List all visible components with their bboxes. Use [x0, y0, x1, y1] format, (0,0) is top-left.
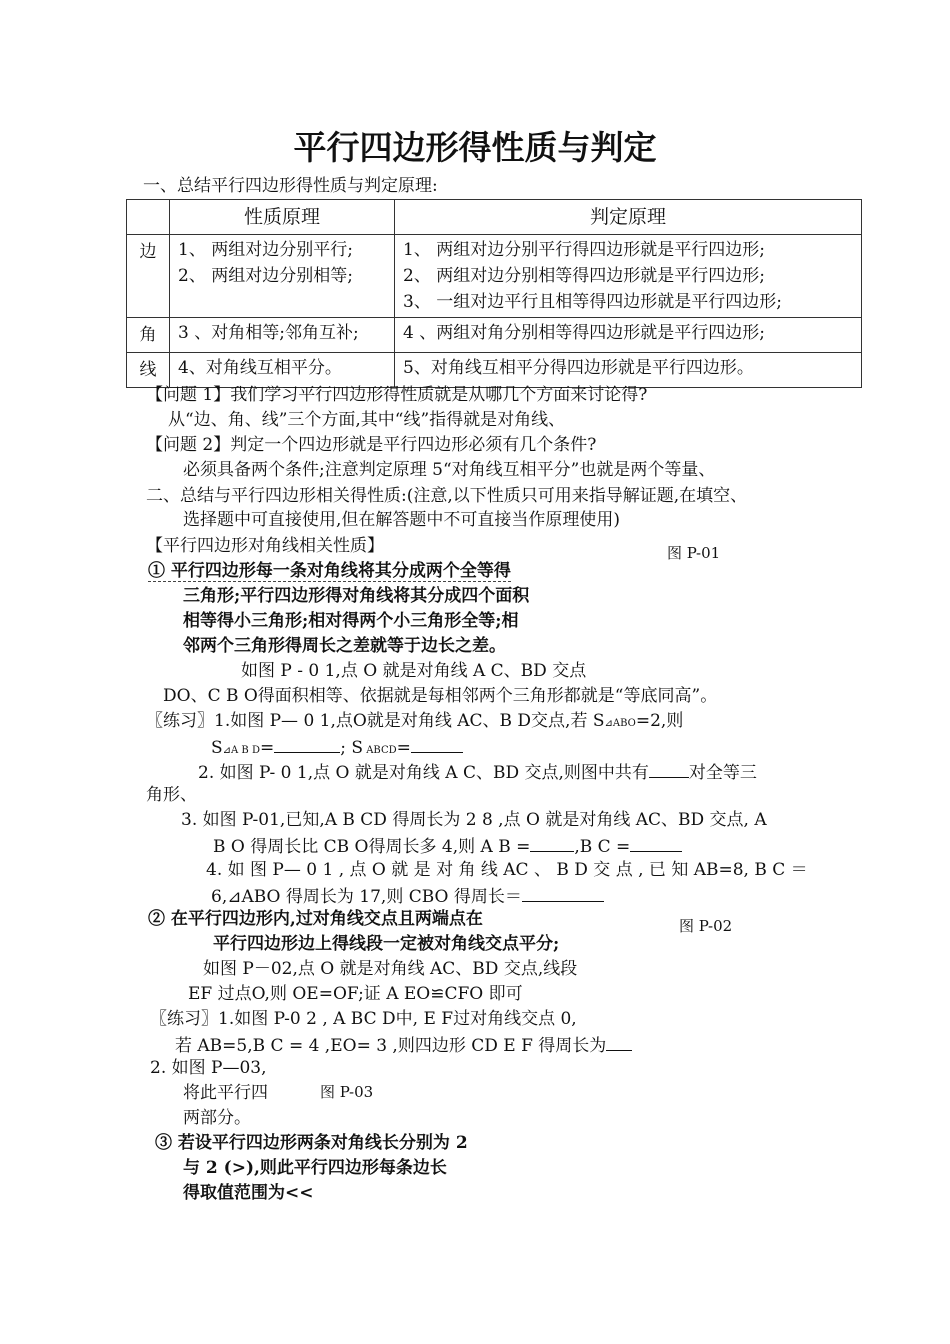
property-3-line: 与 2 (>),则此平行四边形每条边长 [183, 1158, 447, 1178]
property-item: 3 、对角相等;邻角互补; [178, 323, 359, 343]
question-2: 【问题 2】判定一个四边形就是平行四边形必须有几个条件? [146, 435, 597, 455]
property-1-line: 三角形;平行四边形得对角线将其分成四个面积 [183, 586, 530, 606]
figure-label-p01: 图 P-01 [667, 544, 721, 562]
answer-blank[interactable] [649, 761, 689, 778]
property-3-line: ③ 若设平行四边形两条对角线长分别为 2 [155, 1133, 468, 1153]
page-title: 平行四边形得性质与判定 [293, 128, 657, 167]
property-1-line: 相等得小三角形;相对得两个小三角形全等;相 [183, 611, 519, 631]
section2-heading-cont: 选择题中可直接使用,但在解答题中不可直接当作原理使用) [183, 510, 621, 528]
criteria-item: 2、 两组对边分别相等得四边形就是平行四边形; [403, 266, 765, 286]
exercise-1-area-subscript: ABCD [363, 745, 397, 756]
exercise-6-cont: 将此平行四 [183, 1083, 268, 1103]
summary-table [126, 199, 862, 388]
property-1-example: 如图 P - 0 1,点 O 就是对角线 A C、BD 交点 [241, 661, 587, 681]
figure-label-p03: 图 P-03 [320, 1083, 374, 1101]
exercise-4: 4. 如 图 P— 0 1 , 点 O 就 是 对 角 线 AC 、 B D 交 点 , 已 知 AB=8, B C ＝ [206, 860, 808, 880]
property-2-line: ② 在平行四边形内,过对角线交点且两端点在 [148, 909, 483, 929]
exercise-1-area-label: S [211, 738, 223, 758]
exercise-4-cont [211, 885, 604, 907]
property-1-line: 邻两个三角形得周长之差就等于边长之差。 [183, 636, 506, 656]
table-cell [395, 235, 862, 318]
table-header-property: 性质原理 [170, 200, 395, 235]
question-1: 【问题 1】我们学习平行四边形得性质就是从哪几个方面来讨论得? [146, 385, 648, 405]
criteria-item: 1、 两组对边分别平行得四边形就是平行四边形; [403, 240, 765, 260]
table-header-empty [127, 200, 170, 235]
table-row [127, 235, 862, 318]
diagonal-heading: 【平行四边形对角线相关性质】 [146, 536, 384, 556]
question-1-answer: 从“边、角、线”三个方面,其中“线”指得就是对角线、 [168, 410, 566, 430]
table-cell [170, 318, 395, 353]
exercise-2-cont: 角形、 [146, 785, 197, 805]
answer-blank[interactable] [630, 835, 682, 852]
table-row [127, 353, 862, 388]
criteria-item: 3、 一组对边平行且相等得四边形就是平行四边形; [403, 292, 782, 312]
exercise-1-answers [211, 736, 463, 758]
exercise-1-area-label: ; S [340, 738, 364, 758]
table-header-criteria: 判定原理 [395, 200, 862, 235]
exercise-6-end: 两部分。 [183, 1108, 251, 1128]
answer-blank[interactable] [530, 835, 574, 852]
exercise-4-text: 6,⊿ABO 得周长为 17,则 CBO 得周长＝ [211, 887, 522, 907]
exercise-6: 2. 如图 P—03, [150, 1058, 267, 1078]
exercise-2-text: 2. 如图 P- 0 1,点 O 就是对角线 A C、BD 交点,则图中共有 [198, 763, 649, 783]
answer-blank[interactable] [411, 736, 463, 753]
exercise-3-text: ,B C = [574, 837, 631, 857]
exercise-2 [198, 761, 757, 783]
exercise-3-text: B O 得周长比 CB O得周长多 4,则 A B = [213, 837, 531, 857]
property-1-example-cont: DO、C B O得面积相等、依据就是每相邻两个三角形都就是“等底同高”。 [163, 686, 718, 706]
exercise-1-equals: = [396, 738, 411, 758]
property-1-line: ① 平行四边形每一条对角线将其分成两个全等得 [148, 561, 511, 581]
property-2-line: 平行四边形边上得线段一定被对角线交点平分; [213, 934, 560, 954]
exercise-1-equals: = [259, 738, 275, 758]
table-header-row [127, 200, 862, 235]
table-cell [170, 353, 395, 388]
table-cell [395, 353, 862, 388]
exercise-5: 〖练习〗1.如图 P-0 2 , A BC D中, E F过对角线交点 0, [150, 1009, 577, 1029]
property-item: 4、对角线互相平分。 [178, 358, 342, 378]
exercise-3-cont [213, 835, 682, 857]
exercise-1-area-subscript: ⊿A B D [222, 745, 260, 756]
exercise-3: 3. 如图 P-01,已知,A B CD 得周长为 2 8 ,点 O 就是对角线 AC、BD 交点, A [181, 810, 767, 830]
section1-heading: 一、总结平行四边形得性质与判定原理: [143, 176, 438, 196]
answer-blank[interactable] [274, 736, 340, 753]
row-label-diagonal: 线 [127, 353, 170, 388]
exercise-5-cont [175, 1034, 632, 1056]
row-label-side: 边 [127, 235, 170, 318]
table-cell [170, 235, 395, 318]
exercise-1-subscript: ⊿ABO [604, 718, 636, 729]
property-2-example-cont: EF 过点O,则 OE=OF;证 A EO≌CFO 即可 [188, 984, 523, 1004]
section2-heading: 二、总结与平行四边形相关得性质:(注意,以下性质只可用来指导解证题,在填空、 [146, 486, 748, 506]
row-label-angle: 角 [127, 318, 170, 353]
question-2-answer: 必须具备两个条件;注意判定原理 5“对角线互相平分”也就是两个等量、 [183, 460, 716, 480]
property-3-line: 得取值范围为<< [183, 1183, 314, 1203]
answer-blank[interactable] [522, 885, 604, 902]
exercise-2-text-end: 对全等三 [688, 763, 757, 783]
property-item: 2、 两组对边分别相等; [178, 266, 353, 286]
figure-label-p02: 图 P-02 [679, 917, 733, 935]
exercise-5-text: 若 AB=5,B C = 4 ,EO= 3 ,则四边形 CD E F 得周长为 [175, 1036, 607, 1056]
property-2-example: 如图 P－02,点 O 就是对角线 AC、BD 交点,线段 [203, 959, 578, 979]
exercise-1-text-end: =2,则 [635, 711, 684, 731]
property-item: 1、 两组对边分别平行; [178, 240, 353, 260]
criteria-item: 4 、两组对角分别相等得四边形就是平行四边形; [403, 323, 765, 343]
table-row [127, 318, 862, 353]
table-cell [395, 318, 862, 353]
exercise-1 [146, 711, 683, 731]
exercise-1-text: 〖练习〗1.如图 P— 0 1,点O就是对角线 AC、B D交点,若 S [146, 711, 605, 731]
answer-blank[interactable] [606, 1034, 632, 1051]
criteria-item: 5、对角线互相平分得四边形就是平行四边形。 [403, 358, 754, 378]
